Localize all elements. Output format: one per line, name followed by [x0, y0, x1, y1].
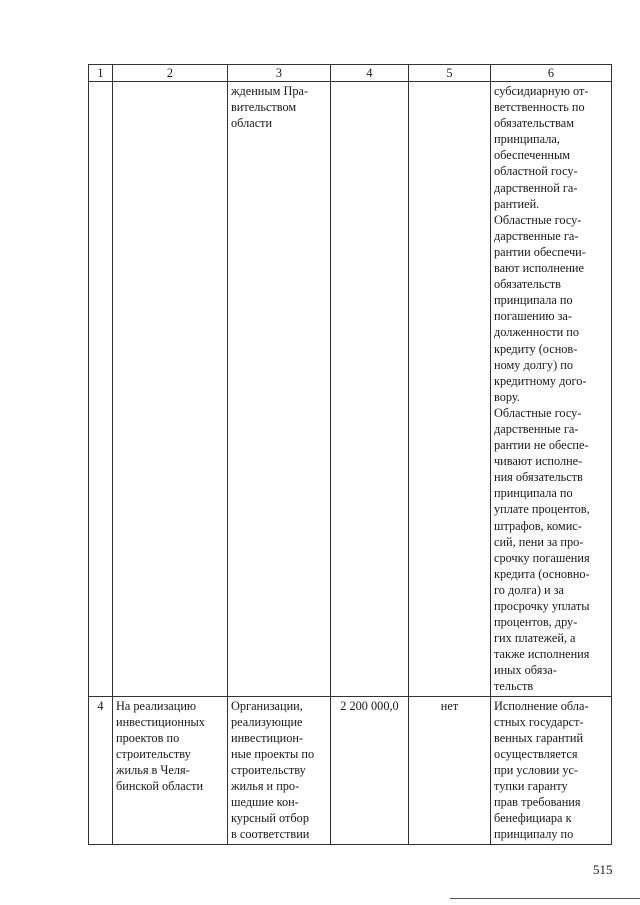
column-number-2: 2	[113, 65, 228, 82]
cell-row-number: 4	[89, 696, 113, 844]
cell-purpose	[113, 696, 228, 844]
cell-recourse-text: нет	[440, 698, 459, 713]
cell-conditions	[491, 82, 612, 697]
cell-purpose-text: На реализацию инвестиционных проектов по строительству жилья в Челя- бинской области	[116, 698, 205, 794]
column-number-3: 3	[228, 65, 331, 82]
cell-amount-text: 2 200 000,0	[340, 698, 399, 713]
cell-conditions-text: Исполнение обла- стных государст- венных гарантий осуществляется при условии ус- тупки гаранту прав требования бенефициара к принципалу по	[494, 698, 589, 842]
column-number-6: 6	[491, 65, 612, 82]
column-number-4: 4	[331, 65, 409, 82]
cell-purpose	[113, 82, 228, 697]
column-number-5: 5	[409, 65, 491, 82]
column-number-1: 1	[89, 65, 113, 82]
cell-recourse	[409, 696, 491, 844]
table-header-row	[89, 65, 612, 82]
cell-principal	[228, 696, 331, 844]
cell-amount	[331, 82, 409, 697]
cell-conditions	[491, 696, 612, 844]
scan-edge-line	[450, 898, 640, 899]
table-row-continued	[89, 82, 612, 697]
cell-row-number	[89, 82, 113, 697]
page-number: 515	[593, 862, 613, 877]
cell-recourse	[409, 82, 491, 697]
cell-amount	[331, 696, 409, 844]
document-table	[88, 64, 612, 845]
table-row-4	[89, 696, 612, 844]
cell-conditions-text: субсидиарную от- ветственность по обязательствам принципала, обеспеченным областной госу- дарственной га- рантией. Областные госу- дарственные га- рантии обеспечи- вают исполнение обязательств принципала по погашению за- долженности по кредиту (основ- ному долгу) по кредитному дого- вору. Областные госу- дарственные га- рантии не обеспе- чивают исполне- ния обязательств принципала по уплате процентов, штрафов, комис- сий, пени за про- срочку погашения кредита (основно- го долга) и за просрочку уплаты процентов, дру- гих платежей, а также исполнения иных обяза- тельств	[494, 84, 590, 694]
cell-principal	[228, 82, 331, 697]
cell-principal-text: жденным Пра- вительством области	[231, 84, 309, 131]
cell-principal-text: Организации, реализующие инвестицион- ные проекты по строительству жилья и про- шедшие кон- курсный отбор в соответствии	[231, 698, 315, 842]
